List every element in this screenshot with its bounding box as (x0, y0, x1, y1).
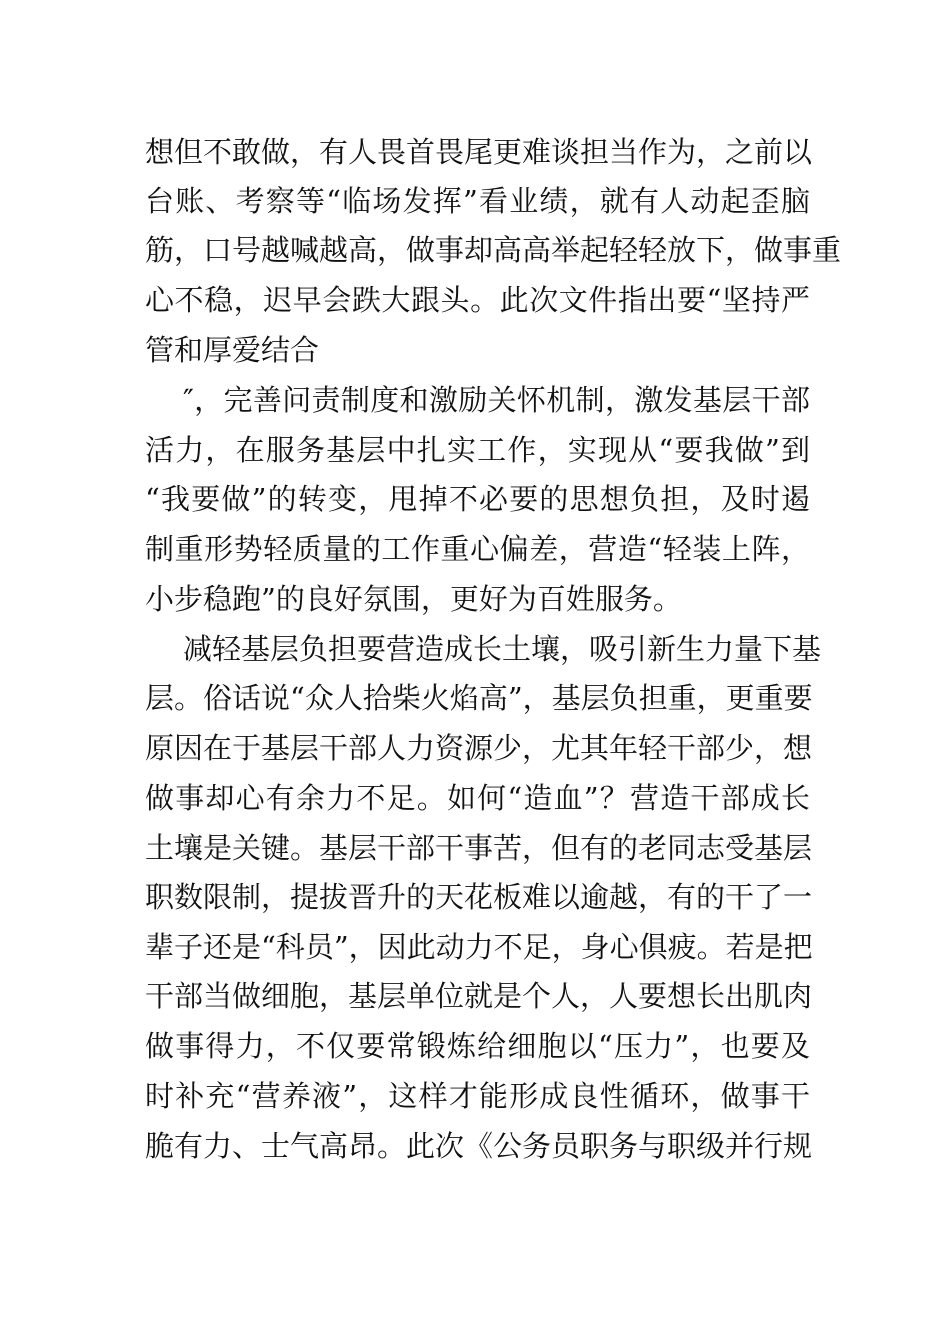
paragraph-line: 减轻基层负担要营造成长土壤，吸引新生力量下基 (183, 632, 822, 666)
paragraph-line: 管和厚爱结合 (145, 333, 320, 367)
paragraph-line: 台账、考察等“临场发挥”看业绩，就有人动起歪脑 (145, 184, 810, 218)
paragraph-line: “我要做”的转变，甩掉不必要的思想负担，及时遏 (145, 482, 810, 516)
paragraph-line: 脆有力、士气高昂。此次《公务员职务与职级并行规 (145, 1129, 813, 1163)
paragraph-line: 土壤是关键。基层干部干事苦，但有的老同志受基层 (145, 831, 813, 865)
paragraph-line: 做事却心有余力不足。如何“造血”？营造干部成长 (145, 781, 810, 815)
paragraph-line: 制重形势轻质量的工作重心偏差，营造“轻装上阵， (145, 532, 810, 566)
paragraph-line: 筋，口号越喊越高，做事却高高举起轻轻放下，做事重 (145, 233, 842, 267)
paragraph-line: 职数限制，提拔晋升的天花板难以逾越，有的干了一 (145, 880, 813, 914)
paragraph-line: 做事得力，不仅要常锻炼给细胞以“压力”，也要及 (145, 1029, 810, 1063)
paragraph-line: 辈子还是“科员”，因此动力不足，身心俱疲。若是把 (145, 930, 813, 964)
paragraph-line: 干部当做细胞，基层单位就是个人，人要想长出肌肉 (145, 979, 813, 1013)
paragraph-line: 原因在于基层干部人力资源少，尤其年轻干部少，想 (145, 731, 813, 765)
paragraph-line: 层。俗话说“众人拾柴火焰高”，基层负担重，更重要 (145, 681, 813, 715)
paragraph-line: ″，完善问责制度和激励关怀机制，激发基层干部 (183, 383, 810, 417)
paragraph-line: 心不稳，迟早会跌大跟头。此次文件指出要“坚持严 (145, 283, 810, 317)
paragraph-line: 时补充“营养液”，这样才能形成良性循环，做事干 (145, 1079, 810, 1113)
paragraph-line: 活力，在服务基层中扎实工作，实现从“要我做”到 (145, 433, 810, 467)
paragraph-line: 小步稳跑”的良好氛围，更好为百姓服务。 (145, 582, 682, 616)
paragraph-line: 想但不敢做，有人畏首畏尾更难谈担当作为，之前以 (145, 135, 813, 169)
